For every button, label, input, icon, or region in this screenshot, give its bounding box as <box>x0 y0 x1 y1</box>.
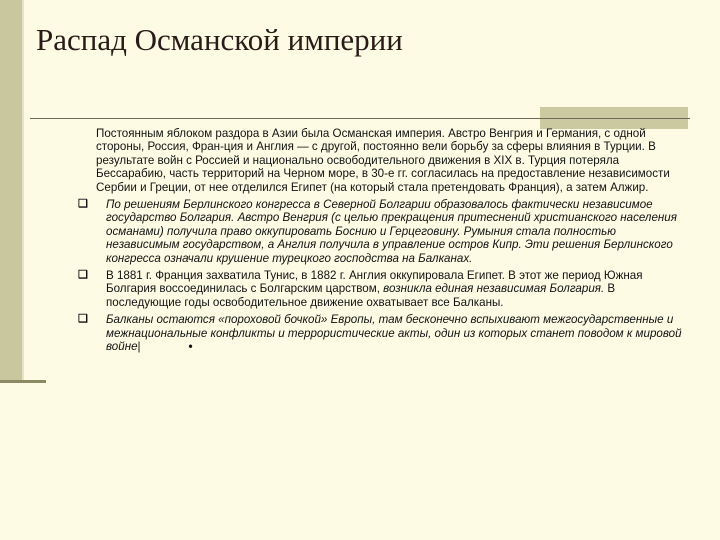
bullet-icon: ❑ <box>78 313 88 326</box>
left-accent-edge <box>22 0 24 382</box>
slide-title: Распад Османской империи <box>36 22 403 57</box>
bullet-item-2-text-c: В последующие годы освободительное движение охватывает все Балканы. <box>106 282 616 309</box>
intro-paragraph: Постоянным яблоком раздора в Азии была Османская империя. Австро Венгрия и Германия, с одной стороны, Россия, Фран-ция и Англия — с другой, постоянно вели борьбу за сферы влияния в Турции. В результате войн с Россией и национально освободительного движения в XIX в. Турция потеряла Бессарабию, часть территорий на Черном море, в 30-е гг. согласилась на предоставление независимости Сербии и Греции, от нее отделился Египет (на который стала претендовать Франция), а затем Алжир. <box>96 127 670 194</box>
left-accent-bar <box>0 0 22 382</box>
bullet-item-2 <box>78 269 682 309</box>
title-divider <box>30 118 690 119</box>
bullet-item-2-text-b: возникла единая независимая Болгария. <box>383 282 605 296</box>
bullet-item-1-text: По решениям Берлинского конгресса в Северной Болгарии образовалось фактически независимое государство Болгария. Австро Венгрия (с целью прекращения притеснений христианского населения османами) получила право оккупировать Боснию и Герцеговину. Румыния стала полностью независимым государством, а Англия получила в управление остров Кипр. Эти решения Берлинского конгресса означали крушение турецкого господства на Балканах. <box>106 198 677 265</box>
bullet-item-3 <box>78 313 682 354</box>
bullet-icon: ❑ <box>78 269 88 282</box>
left-accent-bottom <box>0 380 46 383</box>
bullet-item-1 <box>78 198 682 265</box>
bullet-item-2-text-a: В 1881 г. Франция захватила Тунис, в 1882 г. Англия оккупировала Египет. В этот же период Южная Болгария воссоединилась с Болгарским царством, <box>106 269 643 296</box>
text-cursor: | <box>137 340 141 354</box>
bullet-icon: ❑ <box>78 198 88 211</box>
bullet-item-3-text: Балканы остаются «пороховой бочкой» Европы, там бесконечно вспыхивают межгосударственные и межнациональные конфликты и террористические акты, один из которых станет поводом к мировой войне <box>106 313 682 354</box>
slide-body <box>78 127 682 354</box>
stray-dot: • <box>188 340 193 354</box>
